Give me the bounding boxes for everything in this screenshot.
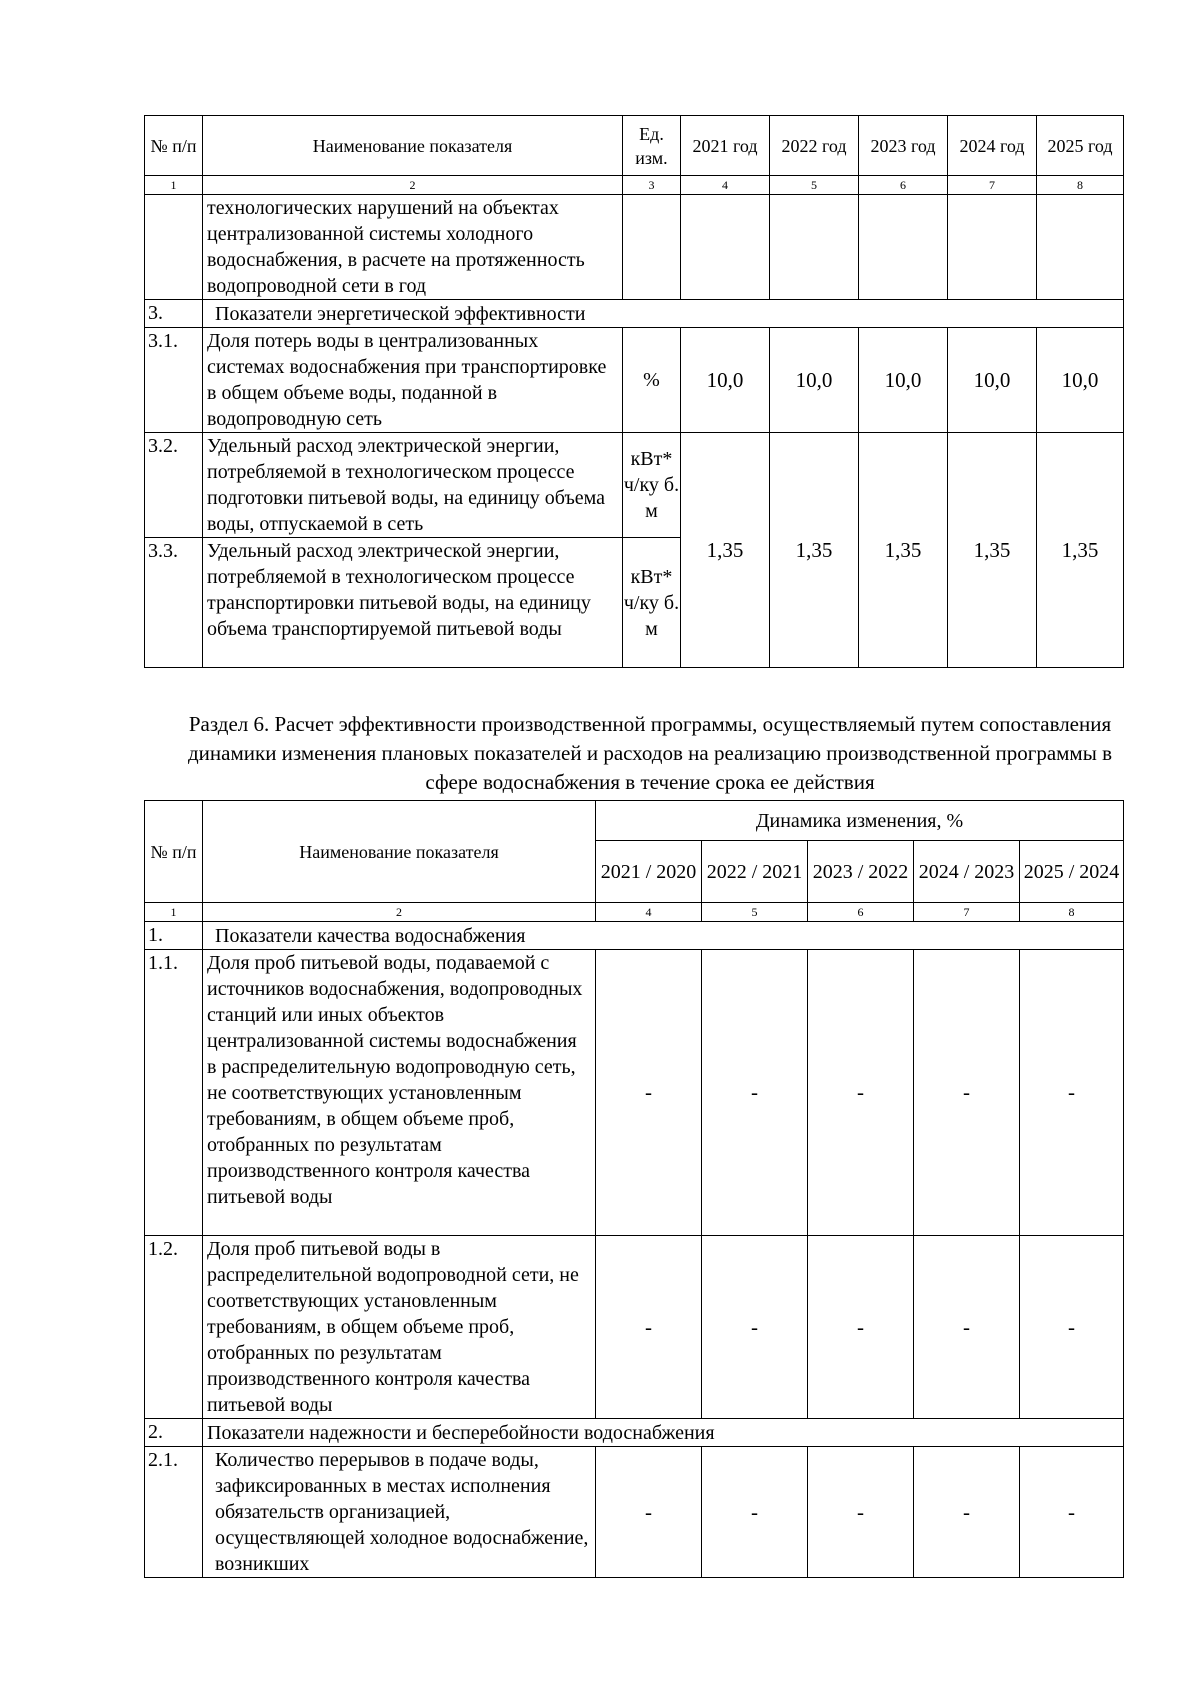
col-number: 7 [914,903,1020,922]
column-numbers-row [145,903,1124,922]
row-value: - [1020,950,1124,1236]
row-num: 3.2. [145,433,203,538]
col-number: 8 [1020,903,1124,922]
row-value: - [1020,1236,1124,1419]
col-number: 2 [203,903,596,922]
row-value: - [808,950,914,1236]
row-name: Доля потерь воды в централизованных системах водоснабжения при транспортировке в общем объеме воды, поданной в водопроводную сеть [203,328,623,433]
row-value: 1,35 [859,433,948,668]
section-row [145,300,1124,328]
row-num: 3.1. [145,328,203,433]
row-value: - [596,950,702,1236]
row-value: - [596,1447,702,1578]
row-num: 1.2. [145,1236,203,1419]
row-value: - [1020,1447,1124,1578]
col-number: 8 [1037,176,1124,195]
col-number: 2 [203,176,623,195]
row-num: 2.1. [145,1447,203,1578]
row-value: - [702,1236,808,1419]
header-dynamics-group: Динамика изменения, % [596,801,1124,841]
section-num: 3. [145,300,203,328]
header-period: 2023 / 2022 [808,841,914,903]
col-number: 6 [808,903,914,922]
header-year-2022: 2022 год [770,116,859,176]
table-row [145,195,1124,300]
row-value: 1,35 [948,433,1037,668]
row-value [681,195,770,300]
col-number: 4 [596,903,702,922]
row-value: - [914,1447,1020,1578]
row-value: - [808,1236,914,1419]
column-numbers-row [145,176,1124,195]
header-name: Наименование показателя [203,801,596,903]
row-value [770,195,859,300]
row-value [948,195,1037,300]
header-year-2025: 2025 год [1037,116,1124,176]
header-year-2021: 2021 год [681,116,770,176]
col-number: 1 [145,176,203,195]
row-unit: кВт* ч/ку б. м [623,433,681,538]
col-number: 5 [702,903,808,922]
efficiency-dynamics-table [144,800,1124,1578]
row-name: Удельный расход электрической энергии, потребляемой в технологическом процессе подготовки питьевой воды, на единицу объема воды, отпускаемой в сеть [203,433,623,538]
row-num-cell [145,195,203,300]
row-unit-cell [623,195,681,300]
header-year-2023: 2023 год [859,116,948,176]
row-value: 1,35 [1037,433,1124,668]
row-value: - [914,950,1020,1236]
row-value: 10,0 [1037,328,1124,433]
header-num: № п/п [145,116,203,176]
header-period: 2021 / 2020 [596,841,702,903]
row-value: - [702,950,808,1236]
header-name: Наименование показателя [203,116,623,176]
section-row [145,1419,1124,1447]
col-number: 1 [145,903,203,922]
row-unit: % [623,328,681,433]
table-row [145,1236,1124,1419]
section-title: Показатели надежности и бесперебойности водоснабжения [203,1419,1124,1447]
row-value: - [596,1236,702,1419]
header-period: 2022 / 2021 [702,841,808,903]
header-row [145,801,1124,841]
row-name: технологических нарушений на объектах централизованной системы холодного водоснабжения, в расчете на протяженность водопроводной сети в год [203,195,623,300]
row-value: - [914,1236,1020,1419]
row-name: Количество перерывов в подаче воды, зафиксированных в местах исполнения обязательств организацией, осуществляющей холодное водоснабжение, возникших [203,1447,596,1578]
header-num: № п/п [145,801,203,903]
row-name: Доля проб питьевой воды, подаваемой с источников водоснабжения, водопроводных станций или иных объектов централизованной системы водоснабжения в распределительную водопроводную сеть, не соответствующих установленным требованиям, в общем объеме проб, отобранных по результатам производственного контроля качества питьевой воды [203,950,596,1236]
col-number: 7 [948,176,1037,195]
row-value: - [702,1447,808,1578]
header-year-2024: 2024 год [948,116,1037,176]
section-row [145,922,1124,950]
col-number: 4 [681,176,770,195]
section-num: 2. [145,1419,203,1447]
table-row [145,433,1124,538]
col-number: 3 [623,176,681,195]
header-row [145,116,1124,176]
section-num: 1. [145,922,203,950]
row-value: 10,0 [859,328,948,433]
table-row [145,950,1124,1236]
header-period: 2024 / 2023 [914,841,1020,903]
table-row [145,1447,1124,1578]
section-6-title: Раздел 6. Расчет эффективности производственной программы, осуществляемый путем сопоставления динамики изменения плановых показателей и расходов на реализацию производственной программы в сфере водоснабжения в течение срока ее действия [187,712,1112,794]
row-value: - [808,1447,914,1578]
row-name: Удельный расход электрической энергии, потребляемой в технологическом процессе транспортировки питьевой воды, на единицу объема транспортируемой питьевой воды [203,538,623,668]
row-value [859,195,948,300]
row-name: Доля проб питьевой воды в распределительной водопроводной сети, не соответствующих установленным требованиям, в общем объеме проб, отобранных по результатам производственного контроля качества питьевой воды [203,1236,596,1419]
row-num: 1.1. [145,950,203,1236]
row-num: 3.3. [145,538,203,668]
indicators-table-continued [144,115,1124,668]
row-value: 1,35 [770,433,859,668]
header-period: 2025 / 2024 [1020,841,1124,903]
table-row [145,328,1124,433]
col-number: 5 [770,176,859,195]
row-unit: кВт* ч/ку б. м [623,538,681,668]
row-value: 1,35 [681,433,770,668]
row-value [1037,195,1124,300]
row-value: 10,0 [770,328,859,433]
col-number: 6 [859,176,948,195]
section-title: Показатели энергетической эффективности [203,300,1124,328]
section-title: Показатели качества водоснабжения [203,922,1124,950]
row-value: 10,0 [948,328,1037,433]
header-unit: Ед. изм. [623,116,681,176]
row-value: 10,0 [681,328,770,433]
